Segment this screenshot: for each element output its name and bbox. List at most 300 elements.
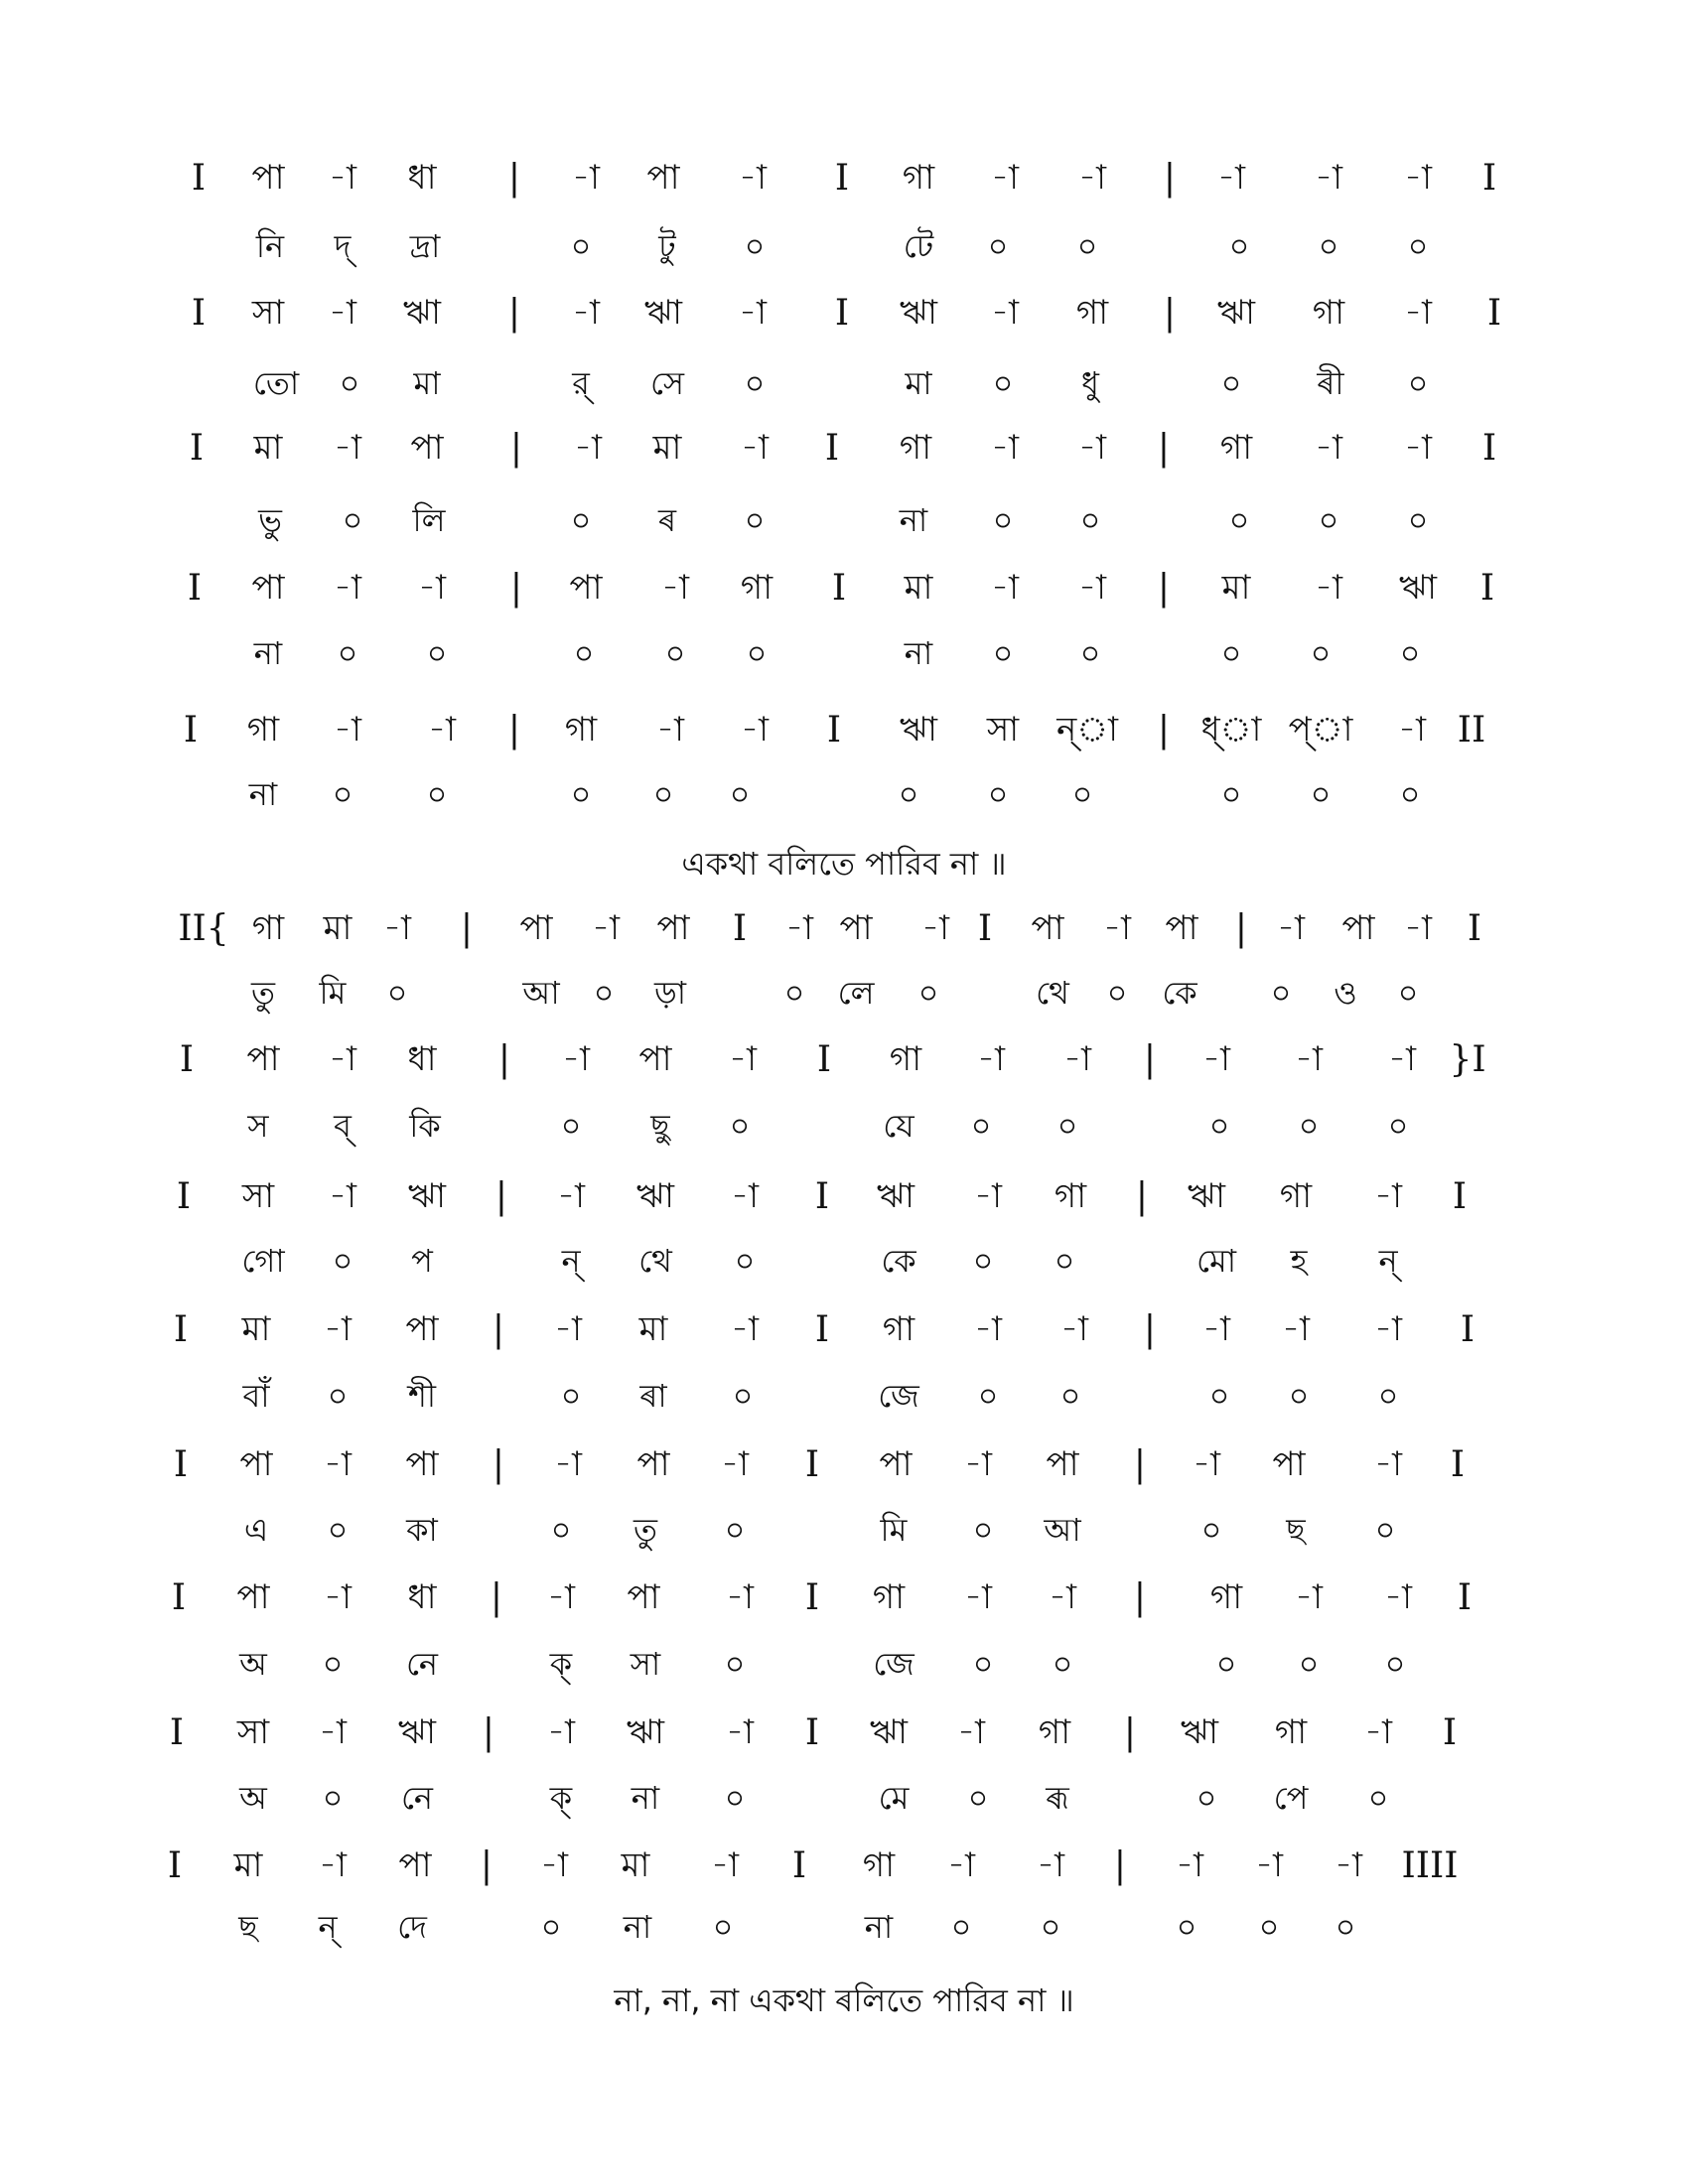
syllable: ০ — [1399, 634, 1421, 672]
bar-line: I — [804, 1712, 820, 1753]
note: পা — [405, 1309, 439, 1349]
syllable: ০ — [724, 1645, 746, 1683]
note: -া — [656, 710, 684, 750]
syllable: ০ — [386, 974, 408, 1012]
note: -া — [554, 1309, 582, 1349]
note: পা — [569, 568, 603, 608]
bar-line: | — [497, 1039, 511, 1080]
syllable: সে — [649, 364, 685, 402]
syllable: পে — [1273, 1779, 1309, 1817]
bar-line: | — [507, 158, 521, 199]
syllable: ০ — [1040, 1908, 1061, 1946]
syllable: ০ — [1377, 1377, 1399, 1415]
syllable: ০ — [972, 1511, 994, 1549]
note: -া — [977, 1039, 1005, 1079]
note: -া — [1277, 908, 1305, 948]
note: -া — [741, 428, 769, 468]
note: -া — [974, 1309, 1002, 1349]
syllable: ০ — [992, 364, 1014, 402]
syllable: লে — [837, 974, 875, 1012]
syllable: ড়া — [653, 974, 687, 1012]
note: -া — [957, 1712, 985, 1752]
note: -া — [726, 1712, 754, 1752]
bar-line: II — [1457, 710, 1486, 751]
syllable: ০ — [1298, 1645, 1320, 1683]
note: গা — [1219, 428, 1253, 468]
syllable: ০ — [337, 634, 358, 672]
note: পা — [1272, 1444, 1306, 1484]
note: -া — [547, 1577, 575, 1617]
syllable: ক্ — [549, 1779, 573, 1817]
syllable: ০ — [744, 227, 766, 265]
note: -া — [1315, 568, 1342, 608]
bar-line: I — [189, 428, 205, 469]
note: পা — [251, 568, 285, 608]
bar-line: | — [507, 710, 521, 751]
syllable: কি — [409, 1107, 441, 1145]
bar-line: I — [826, 710, 842, 751]
syllable: না — [904, 634, 933, 672]
bar-line: I — [732, 908, 748, 949]
note: -া — [554, 1444, 582, 1484]
syllable: ন্ — [318, 1908, 338, 1946]
bar-line: | — [509, 568, 523, 609]
syllable: ০ — [1397, 974, 1419, 1012]
syllable: মি — [319, 974, 347, 1012]
bar-line: | — [492, 1309, 505, 1350]
note: পা — [646, 158, 680, 198]
syllable: ০ — [1071, 775, 1093, 813]
syllable: ০ — [987, 227, 1009, 265]
bar-line: I — [1467, 908, 1482, 949]
bar-line: | — [1135, 1176, 1149, 1217]
syllable: ০ — [339, 364, 360, 402]
note: -া — [557, 1176, 585, 1216]
note: পা — [246, 1039, 280, 1079]
syllable: ০ — [1407, 227, 1429, 265]
syllable: জে — [873, 1645, 914, 1683]
note: -া — [324, 1577, 352, 1617]
bar-line: I — [176, 1176, 192, 1217]
note: পা — [519, 908, 553, 948]
syllable: থে — [638, 1242, 672, 1280]
bar-line: I — [816, 1039, 832, 1080]
final-refrain-caption: না, না, না একথা ৰলিতে পারিব না ॥ — [614, 1981, 1074, 2019]
syllable: ০ — [560, 1377, 582, 1415]
syllable: ০ — [972, 1242, 994, 1280]
note: গা — [246, 710, 280, 750]
syllable: ০ — [987, 775, 1009, 813]
note: সা — [251, 293, 285, 333]
bar-line: | — [1143, 1039, 1157, 1080]
syllable: না — [864, 1908, 894, 1946]
syllable: ছু — [650, 1107, 670, 1145]
syllable: ৰা — [639, 1377, 667, 1415]
syllable: ০ — [992, 634, 1014, 672]
syllable: ০ — [1270, 974, 1292, 1012]
note: -া — [1398, 710, 1426, 750]
syllable: ও — [1334, 974, 1357, 1012]
syllable: ০ — [729, 1107, 751, 1145]
note: সা — [986, 710, 1020, 750]
note: -া — [1315, 428, 1342, 468]
syllable: মা — [413, 364, 441, 402]
bar-line: I — [791, 1845, 807, 1886]
note: পা — [1031, 908, 1064, 948]
syllable: ০ — [664, 634, 686, 672]
note: -া — [1060, 1309, 1088, 1349]
bar-line: I — [179, 1039, 195, 1080]
note: -া — [334, 710, 361, 750]
syllable: ৰ — [657, 501, 677, 539]
bar-line: I — [1450, 1444, 1466, 1485]
refrain-caption: একথা বলিতে পারিব না ॥ — [681, 845, 1007, 883]
syllable: ০ — [327, 1377, 349, 1415]
syllable: লি — [412, 501, 446, 539]
note: পা — [236, 1577, 270, 1617]
syllable: ০ — [1208, 1107, 1230, 1145]
syllable: এ — [243, 1511, 269, 1549]
note: সা — [241, 1176, 275, 1216]
note: ঋা — [627, 1712, 664, 1752]
note: -া — [1374, 1444, 1402, 1484]
note: -া — [1384, 1577, 1412, 1617]
note: ঋা — [1217, 293, 1255, 333]
syllable: ০ — [1407, 501, 1429, 539]
syllable: ০ — [322, 1779, 344, 1817]
bar-line: | — [1113, 1845, 1127, 1886]
syllable: ক্ — [549, 1645, 573, 1683]
bar-line: | — [1163, 158, 1177, 199]
syllable: গো — [241, 1242, 285, 1280]
repeat-end-bar: }I — [1449, 1039, 1486, 1080]
syllable: ০ — [950, 1908, 972, 1946]
syllable: প — [411, 1242, 433, 1280]
syllable: ন্ — [561, 1242, 581, 1280]
syllable: ০ — [1208, 1377, 1230, 1415]
note: -া — [1374, 1309, 1402, 1349]
bar-line: I — [1452, 1176, 1468, 1217]
note: -া — [334, 428, 361, 468]
note: -া — [540, 1845, 568, 1885]
syllable: মে — [878, 1779, 910, 1817]
syllable: কে — [1162, 974, 1197, 1012]
syllable: ০ — [426, 634, 448, 672]
note: পা — [636, 1444, 670, 1484]
syllable: মা — [905, 364, 932, 402]
syllable: ০ — [1220, 364, 1242, 402]
syllable: তু — [250, 974, 276, 1012]
note: মা — [253, 428, 283, 468]
bar-line: I — [171, 1577, 187, 1618]
syllable: হ — [1290, 1242, 1308, 1280]
syllable: ব্ — [334, 1107, 352, 1145]
bar-line: I — [1486, 293, 1502, 334]
bar-line: I — [831, 568, 847, 609]
syllable: তো — [252, 364, 300, 402]
syllable: থে — [1036, 974, 1069, 1012]
bar-line: I — [1460, 1309, 1476, 1350]
note: পা — [239, 1444, 273, 1484]
note: -া — [324, 1444, 352, 1484]
bar-line: | — [1157, 710, 1171, 751]
syllable: ০ — [1079, 501, 1101, 539]
bar-line: I — [173, 1444, 189, 1485]
note: গা — [1279, 1176, 1313, 1216]
bar-line: I — [824, 428, 840, 469]
syllable: র্ — [572, 364, 590, 402]
syllable: ০ — [724, 1511, 746, 1549]
note: -া — [726, 1577, 754, 1617]
syllable: ০ — [967, 1779, 989, 1817]
syllable: ০ — [550, 1511, 572, 1549]
syllable: ০ — [570, 227, 592, 265]
syllable: ০ — [1200, 1511, 1222, 1549]
bar-line: | — [460, 908, 474, 949]
syllable: ০ — [1258, 1908, 1280, 1946]
note: -া — [1404, 158, 1432, 198]
note: -া — [1176, 1845, 1203, 1885]
note: -া — [739, 158, 767, 198]
note: মা — [652, 428, 682, 468]
bar-line: I — [977, 908, 993, 949]
note: -া — [547, 1712, 575, 1752]
bar-line: | — [1157, 428, 1171, 469]
note: পা — [879, 1444, 913, 1484]
bar-line: | — [490, 1577, 503, 1618]
note: -া — [383, 908, 411, 948]
note: গা — [902, 158, 935, 198]
note: -া — [1282, 1309, 1310, 1349]
note: পা — [1046, 1444, 1079, 1484]
note: -া — [562, 1039, 590, 1079]
syllable: বাঁ — [242, 1377, 270, 1415]
note: -া — [319, 1712, 347, 1752]
note: মা — [241, 1309, 271, 1349]
syllable: ০ — [1054, 1242, 1075, 1280]
note: ঋা — [398, 1712, 436, 1752]
note: -া — [418, 568, 446, 608]
bar-line: | — [1133, 1577, 1147, 1618]
syllable: ০ — [652, 775, 674, 813]
note: -া — [964, 1577, 992, 1617]
syllable: ০ — [744, 364, 766, 402]
syllable: ০ — [1374, 1511, 1396, 1549]
bar-line: | — [509, 428, 523, 469]
syllable: ০ — [1228, 227, 1250, 265]
bar-line: | — [1143, 1309, 1157, 1350]
syllable: ০ — [573, 634, 595, 672]
note: ঋা — [870, 1712, 908, 1752]
bar-line: | — [1163, 293, 1177, 334]
end-bar: IIII — [1401, 1845, 1459, 1886]
syllable: আ — [1044, 1511, 1081, 1549]
syllable: অ — [239, 1645, 267, 1683]
note: -া — [1103, 908, 1131, 948]
syllable: ০ — [724, 1779, 746, 1817]
syllable: ৰূ — [1046, 1779, 1069, 1817]
note: পা — [1341, 908, 1375, 948]
note: গা — [872, 1577, 906, 1617]
syllable: ০ — [1059, 1377, 1081, 1415]
bar-line: I — [834, 158, 850, 199]
syllable: ০ — [570, 501, 592, 539]
note: -া — [572, 158, 600, 198]
syllable: ০ — [972, 1645, 994, 1683]
note: ঋা — [636, 1176, 674, 1216]
note: ঋা — [900, 710, 937, 750]
syllable: নে — [405, 1645, 439, 1683]
syllable: ০ — [1387, 1107, 1409, 1145]
syllable: ০ — [1176, 1908, 1197, 1946]
bar-line: | — [1234, 908, 1248, 949]
syllable: ০ — [332, 775, 353, 813]
syllable: ০ — [1220, 775, 1242, 813]
syllable: ০ — [1079, 634, 1101, 672]
syllable: ০ — [327, 1511, 349, 1549]
note: -া — [1193, 1444, 1220, 1484]
note: পা — [251, 158, 285, 198]
note: ধা — [407, 1577, 437, 1617]
syllable: ০ — [1196, 1779, 1217, 1817]
note: -া — [319, 1845, 347, 1885]
note: ঋা — [403, 293, 441, 333]
note: পা — [839, 908, 873, 948]
note: গা — [862, 1845, 896, 1885]
note: গা — [1054, 1176, 1087, 1216]
syllable: না — [899, 501, 928, 539]
syllable: ০ — [426, 775, 448, 813]
note: -া — [785, 908, 813, 948]
syllable: মো — [1196, 1242, 1237, 1280]
syllable: ০ — [1052, 1645, 1073, 1683]
note: -া — [1037, 1845, 1064, 1885]
note: -া — [572, 293, 600, 333]
note: -া — [741, 710, 769, 750]
note: -া — [329, 293, 356, 333]
note: -া — [1388, 1039, 1416, 1079]
syllable: না — [623, 1908, 652, 1946]
syllable: ০ — [712, 1908, 734, 1946]
note: -া — [731, 1309, 759, 1349]
note: পা — [638, 1039, 672, 1079]
note: -া — [329, 158, 356, 198]
syllable: স — [247, 1107, 269, 1145]
note: -া — [1295, 1039, 1323, 1079]
bar-line: | — [1157, 568, 1171, 609]
note: ন্া — [1056, 710, 1118, 750]
bar-line: I — [187, 568, 203, 609]
note: -া — [1078, 568, 1106, 608]
note: গা — [1312, 293, 1345, 333]
syllable: ০ — [1399, 775, 1421, 813]
note: ধ্া — [1200, 710, 1262, 750]
note: -া — [574, 428, 602, 468]
note: গা — [1209, 1577, 1243, 1617]
note: মা — [233, 1845, 263, 1885]
note: পা — [398, 1845, 432, 1885]
syllable: ০ — [540, 1908, 562, 1946]
note: -া — [739, 293, 767, 333]
bar-line: | — [1123, 1712, 1137, 1753]
note: -া — [1335, 1845, 1362, 1885]
syllable: নি — [255, 227, 285, 265]
syllable: মি — [880, 1511, 908, 1549]
syllable: ০ — [1318, 227, 1339, 265]
bar-line: I — [814, 1309, 830, 1350]
note: গা — [1038, 1712, 1071, 1752]
note: -া — [991, 158, 1019, 198]
syllable: ০ — [1298, 1107, 1320, 1145]
note: মা — [638, 1309, 668, 1349]
syllable: জে — [878, 1377, 919, 1415]
bar-line: | — [492, 1444, 505, 1485]
bar-line: I — [834, 293, 850, 334]
syllable: সা — [630, 1645, 661, 1683]
note: ঋা — [408, 1176, 446, 1216]
note: -া — [1295, 1577, 1323, 1617]
note: -া — [661, 568, 689, 608]
syllable: কে — [881, 1242, 916, 1280]
note: পা — [405, 1444, 439, 1484]
note: -া — [974, 1176, 1002, 1216]
note: ধা — [407, 1039, 437, 1079]
syllable: ০ — [917, 974, 939, 1012]
note: প্া — [1288, 710, 1353, 750]
note: -া — [731, 1176, 759, 1216]
bar-line: I — [814, 1176, 830, 1217]
syllable: ০ — [1407, 364, 1429, 402]
syllable: দে — [397, 1908, 427, 1946]
bar-line: | — [507, 293, 521, 334]
note: -া — [1202, 1309, 1230, 1349]
syllable: যে — [883, 1107, 914, 1145]
syllable: দ্রা — [409, 227, 441, 265]
bar-line: I — [191, 158, 207, 199]
syllable: শী — [407, 1377, 437, 1415]
note: -া — [1315, 158, 1342, 198]
syllable: ০ — [734, 1242, 756, 1280]
note: -া — [1404, 293, 1432, 333]
note: পা — [627, 1577, 660, 1617]
note: -া — [729, 1039, 757, 1079]
note: ঋা — [900, 293, 937, 333]
bar-line: I — [804, 1577, 820, 1618]
note: -া — [1404, 428, 1432, 468]
note: -া — [334, 568, 361, 608]
note: -া — [947, 1845, 975, 1885]
syllable: ০ — [1228, 501, 1250, 539]
syllable: না — [253, 634, 283, 672]
syllable: ভু — [258, 501, 282, 539]
syllable: ৰী — [1317, 364, 1344, 402]
note: -া — [329, 1039, 356, 1079]
note: -া — [329, 1176, 356, 1216]
note: -া — [1364, 1712, 1392, 1752]
syllable: ০ — [992, 501, 1014, 539]
syllable: কা — [406, 1511, 438, 1549]
syllable: টু — [658, 227, 676, 265]
bar-line: I — [1457, 1577, 1473, 1618]
bar-line: | — [482, 1712, 495, 1753]
note: ঋা — [1188, 1176, 1225, 1216]
syllable: ০ — [1310, 775, 1332, 813]
note: -া — [592, 908, 620, 948]
syllable: টে — [903, 227, 934, 265]
syllable: ০ — [898, 775, 919, 813]
syllable: ০ — [322, 1645, 344, 1683]
note: গা — [1075, 293, 1109, 333]
